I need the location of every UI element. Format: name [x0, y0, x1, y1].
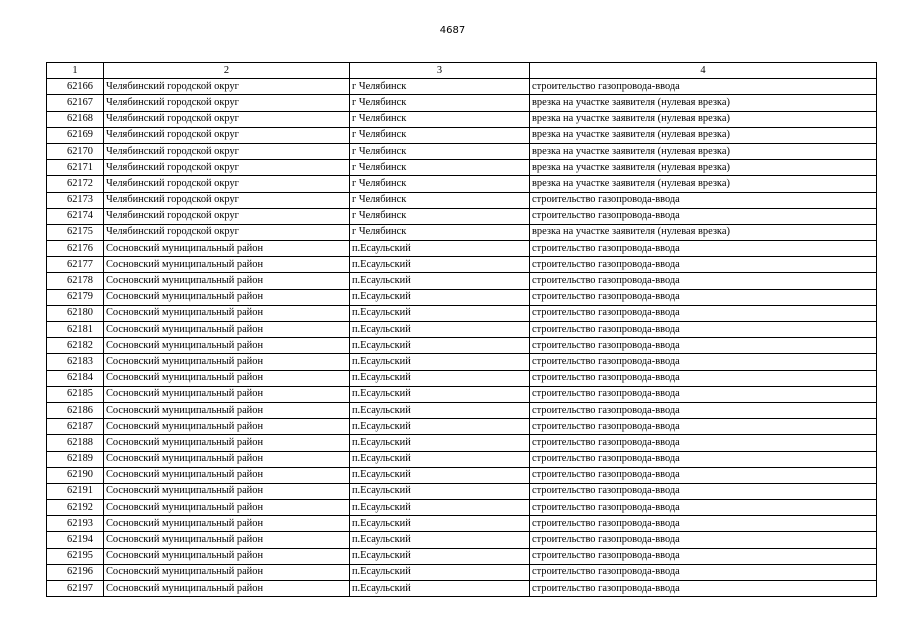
cell-work-type: врезка на участке заявителя (нулевая врезка) [530, 143, 877, 159]
cell-municipality: Сосновский муниципальный район [104, 322, 350, 338]
cell-number: 62166 [47, 79, 104, 95]
cell-work-type: строительство газопровода-ввода [530, 419, 877, 435]
cell-number: 62175 [47, 224, 104, 240]
cell-work-type: строительство газопровода-ввода [530, 451, 877, 467]
cell-number: 62193 [47, 516, 104, 532]
table-row [47, 224, 877, 240]
cell-settlement: п.Есаульский [350, 483, 530, 499]
cell-number: 62173 [47, 192, 104, 208]
cell-work-type: строительство газопровода-ввода [530, 435, 877, 451]
cell-municipality: Сосновский муниципальный район [104, 548, 350, 564]
table-row [47, 176, 877, 192]
table-row [47, 402, 877, 418]
cell-number: 62177 [47, 257, 104, 273]
cell-settlement: г Челябинск [350, 192, 530, 208]
table-row [47, 338, 877, 354]
cell-work-type: врезка на участке заявителя (нулевая врезка) [530, 224, 877, 240]
table-row [47, 241, 877, 257]
table-row [47, 467, 877, 483]
cell-work-type: строительство газопровода-ввода [530, 354, 877, 370]
cell-number: 62174 [47, 208, 104, 224]
cell-settlement: п.Есаульский [350, 338, 530, 354]
cell-number: 62182 [47, 338, 104, 354]
cell-settlement: п.Есаульский [350, 532, 530, 548]
cell-work-type: врезка на участке заявителя (нулевая врезка) [530, 95, 877, 111]
cell-settlement: п.Есаульский [350, 467, 530, 483]
table-row [47, 532, 877, 548]
table-row [47, 127, 877, 143]
table-row [47, 435, 877, 451]
cell-number: 62180 [47, 305, 104, 321]
cell-number: 62178 [47, 273, 104, 289]
cell-settlement: п.Есаульский [350, 402, 530, 418]
table-row [47, 322, 877, 338]
table-row [47, 160, 877, 176]
page-number: 4687 [439, 25, 466, 36]
cell-number: 62194 [47, 532, 104, 548]
cell-municipality: Сосновский муниципальный район [104, 273, 350, 289]
cell-municipality: Сосновский муниципальный район [104, 500, 350, 516]
cell-settlement: п.Есаульский [350, 273, 530, 289]
cell-work-type: строительство газопровода-ввода [530, 338, 877, 354]
cell-work-type: строительство газопровода-ввода [530, 564, 877, 580]
cell-number: 62181 [47, 322, 104, 338]
cell-settlement: г Челябинск [350, 208, 530, 224]
cell-municipality: Сосновский муниципальный район [104, 564, 350, 580]
cell-number: 62191 [47, 483, 104, 499]
cell-settlement: г Челябинск [350, 224, 530, 240]
cell-work-type: строительство газопровода-ввода [530, 402, 877, 418]
table-row [47, 95, 877, 111]
cell-settlement: п.Есаульский [350, 435, 530, 451]
cell-municipality: Сосновский муниципальный район [104, 305, 350, 321]
cell-municipality: Челябинский городской округ [104, 160, 350, 176]
cell-number: 62192 [47, 500, 104, 516]
cell-number: 62185 [47, 386, 104, 402]
cell-settlement: п.Есаульский [350, 322, 530, 338]
cell-settlement: п.Есаульский [350, 241, 530, 257]
data-table [46, 62, 877, 597]
cell-settlement: п.Есаульский [350, 289, 530, 305]
cell-number: 62187 [47, 419, 104, 435]
cell-municipality: Челябинский городской округ [104, 127, 350, 143]
cell-municipality: Челябинский городской округ [104, 176, 350, 192]
cell-number: 62184 [47, 370, 104, 386]
cell-work-type: строительство газопровода-ввода [530, 386, 877, 402]
cell-municipality: Сосновский муниципальный район [104, 516, 350, 532]
cell-work-type: строительство газопровода-ввода [530, 305, 877, 321]
cell-settlement: п.Есаульский [350, 386, 530, 402]
cell-settlement: п.Есаульский [350, 564, 530, 580]
cell-municipality: Сосновский муниципальный район [104, 419, 350, 435]
column-header-3: 3 [350, 63, 530, 79]
table-row [47, 370, 877, 386]
cell-work-type: строительство газопровода-ввода [530, 467, 877, 483]
cell-municipality: Челябинский городской округ [104, 111, 350, 127]
cell-settlement: г Челябинск [350, 143, 530, 159]
cell-settlement: п.Есаульский [350, 451, 530, 467]
table-header-row [47, 63, 877, 79]
table-row [47, 564, 877, 580]
cell-municipality: Челябинский городской округ [104, 192, 350, 208]
cell-settlement: п.Есаульский [350, 354, 530, 370]
cell-municipality: Челябинский городской округ [104, 208, 350, 224]
cell-number: 62183 [47, 354, 104, 370]
cell-municipality: Сосновский муниципальный район [104, 386, 350, 402]
cell-municipality: Челябинский городской округ [104, 224, 350, 240]
table-row [47, 208, 877, 224]
cell-settlement: г Челябинск [350, 160, 530, 176]
table-row [47, 483, 877, 499]
cell-work-type: строительство газопровода-ввода [530, 532, 877, 548]
cell-settlement: г Челябинск [350, 95, 530, 111]
cell-settlement: п.Есаульский [350, 581, 530, 597]
cell-number: 62170 [47, 143, 104, 159]
cell-municipality: Сосновский муниципальный район [104, 483, 350, 499]
cell-municipality: Сосновский муниципальный район [104, 451, 350, 467]
table-row [47, 581, 877, 597]
cell-work-type: врезка на участке заявителя (нулевая врезка) [530, 127, 877, 143]
cell-municipality: Челябинский городской округ [104, 143, 350, 159]
cell-number: 62186 [47, 402, 104, 418]
cell-settlement: г Челябинск [350, 176, 530, 192]
column-header-1: 1 [47, 63, 104, 79]
cell-work-type: строительство газопровода-ввода [530, 257, 877, 273]
cell-work-type: строительство газопровода-ввода [530, 322, 877, 338]
cell-number: 62176 [47, 241, 104, 257]
cell-municipality: Сосновский муниципальный район [104, 581, 350, 597]
table-row [47, 516, 877, 532]
cell-settlement: п.Есаульский [350, 257, 530, 273]
cell-number: 62167 [47, 95, 104, 111]
cell-work-type: строительство газопровода-ввода [530, 370, 877, 386]
column-header-4: 4 [530, 63, 877, 79]
cell-work-type: строительство газопровода-ввода [530, 548, 877, 564]
cell-work-type: строительство газопровода-ввода [530, 581, 877, 597]
cell-municipality: Сосновский муниципальный район [104, 257, 350, 273]
cell-work-type: строительство газопровода-ввода [530, 241, 877, 257]
cell-work-type: строительство газопровода-ввода [530, 273, 877, 289]
cell-municipality: Сосновский муниципальный район [104, 241, 350, 257]
table-body [47, 79, 877, 597]
cell-municipality: Сосновский муниципальный район [104, 402, 350, 418]
table-row [47, 548, 877, 564]
cell-work-type: строительство газопровода-ввода [530, 289, 877, 305]
cell-number: 62195 [47, 548, 104, 564]
table-row [47, 500, 877, 516]
cell-settlement: г Челябинск [350, 127, 530, 143]
cell-municipality: Сосновский муниципальный район [104, 532, 350, 548]
table-row [47, 192, 877, 208]
cell-number: 62171 [47, 160, 104, 176]
cell-settlement: п.Есаульский [350, 516, 530, 532]
cell-work-type: врезка на участке заявителя (нулевая врезка) [530, 160, 877, 176]
cell-work-type: строительство газопровода-ввода [530, 192, 877, 208]
cell-number: 62188 [47, 435, 104, 451]
cell-work-type: врезка на участке заявителя (нулевая врезка) [530, 111, 877, 127]
table-row [47, 354, 877, 370]
table-row [47, 289, 877, 305]
cell-municipality: Сосновский муниципальный район [104, 354, 350, 370]
cell-municipality: Челябинский городской округ [104, 79, 350, 95]
cell-work-type: строительство газопровода-ввода [530, 500, 877, 516]
cell-work-type: строительство газопровода-ввода [530, 208, 877, 224]
cell-number: 62169 [47, 127, 104, 143]
cell-number: 62196 [47, 564, 104, 580]
table-row [47, 257, 877, 273]
cell-work-type: врезка на участке заявителя (нулевая врезка) [530, 176, 877, 192]
table-row [47, 111, 877, 127]
cell-settlement: п.Есаульский [350, 500, 530, 516]
table-row [47, 143, 877, 159]
cell-number: 62168 [47, 111, 104, 127]
table-row [47, 386, 877, 402]
column-header-2: 2 [104, 63, 350, 79]
cell-municipality: Сосновский муниципальный район [104, 435, 350, 451]
cell-settlement: г Челябинск [350, 79, 530, 95]
cell-settlement: п.Есаульский [350, 548, 530, 564]
cell-number: 62197 [47, 581, 104, 597]
cell-settlement: г Челябинск [350, 111, 530, 127]
cell-number: 62172 [47, 176, 104, 192]
cell-settlement: п.Есаульский [350, 419, 530, 435]
cell-work-type: строительство газопровода-ввода [530, 516, 877, 532]
cell-settlement: п.Есаульский [350, 370, 530, 386]
cell-work-type: строительство газопровода-ввода [530, 79, 877, 95]
cell-municipality: Сосновский муниципальный район [104, 289, 350, 305]
cell-settlement: п.Есаульский [350, 305, 530, 321]
cell-municipality: Сосновский муниципальный район [104, 338, 350, 354]
cell-number: 62189 [47, 451, 104, 467]
table-row [47, 273, 877, 289]
table-row [47, 451, 877, 467]
table-row [47, 419, 877, 435]
cell-work-type: строительство газопровода-ввода [530, 483, 877, 499]
cell-municipality: Сосновский муниципальный район [104, 370, 350, 386]
cell-number: 62190 [47, 467, 104, 483]
cell-number: 62179 [47, 289, 104, 305]
cell-municipality: Челябинский городской округ [104, 95, 350, 111]
table-row [47, 79, 877, 95]
table-row [47, 305, 877, 321]
cell-municipality: Сосновский муниципальный район [104, 467, 350, 483]
